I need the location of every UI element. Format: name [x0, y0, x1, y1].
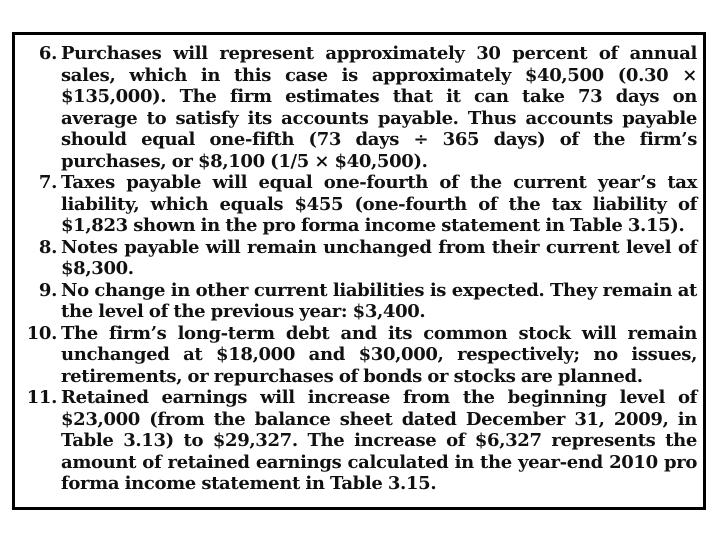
list-item-6	[23, 43, 697, 172]
list-item-10	[23, 323, 697, 388]
item-text: Notes payable will remain unchanged from their current level of $8,300.	[61, 236, 697, 279]
item-number: 11.	[26, 387, 57, 408]
item-number: 8.	[38, 236, 57, 258]
item-text: Retained earnings will increase from the beginning level of $23,000 (from the balance sheet dated December 31, 2009, in Table 3.13) to $29,327. The increase of $6,327 represents the amount of retained earnings calculated in the year-end 2010 pro forma income statement in Table 3.15.	[61, 387, 697, 494]
item-text: Taxes payable will equal one-fourth of the current year’s tax liability, which equals $455 (one-fourth of the tax liability of $1,823 shown in the pro forma income statement in Table 3.15).	[61, 172, 697, 236]
list-item-11	[23, 387, 697, 495]
item-number: 7.	[38, 172, 57, 193]
item-number: 6.	[38, 43, 57, 64]
item-number: 10.	[26, 322, 57, 344]
list-item-9	[23, 280, 697, 323]
item-text: The firm’s long-term debt and its common stock will remain unchanged at $18,000 and $30,000, respectively; no issues, retirements, or repurchases of bonds or stocks are planned.	[61, 322, 697, 387]
list-item-7	[23, 172, 697, 237]
document-frame	[12, 32, 706, 510]
numbered-list	[23, 43, 697, 495]
item-text: No change in other current liabilities is expected. They remain at the level of the previous year: $3,400.	[61, 279, 697, 322]
item-number: 9.	[38, 279, 57, 301]
list-item-8	[23, 237, 697, 280]
item-text: Purchases will represent approximately 30 percent of annual sales, which in this case is approximately $40,500 (0.30 × $135,000). The firm estimates that it can take 73 days on average to satisfy its accounts payable. Thus accounts payable should equal one-fifth (73 days ÷ 365 days) of the firm’s purchases, or $8,100 (1/5 × $40,500).	[61, 43, 697, 172]
